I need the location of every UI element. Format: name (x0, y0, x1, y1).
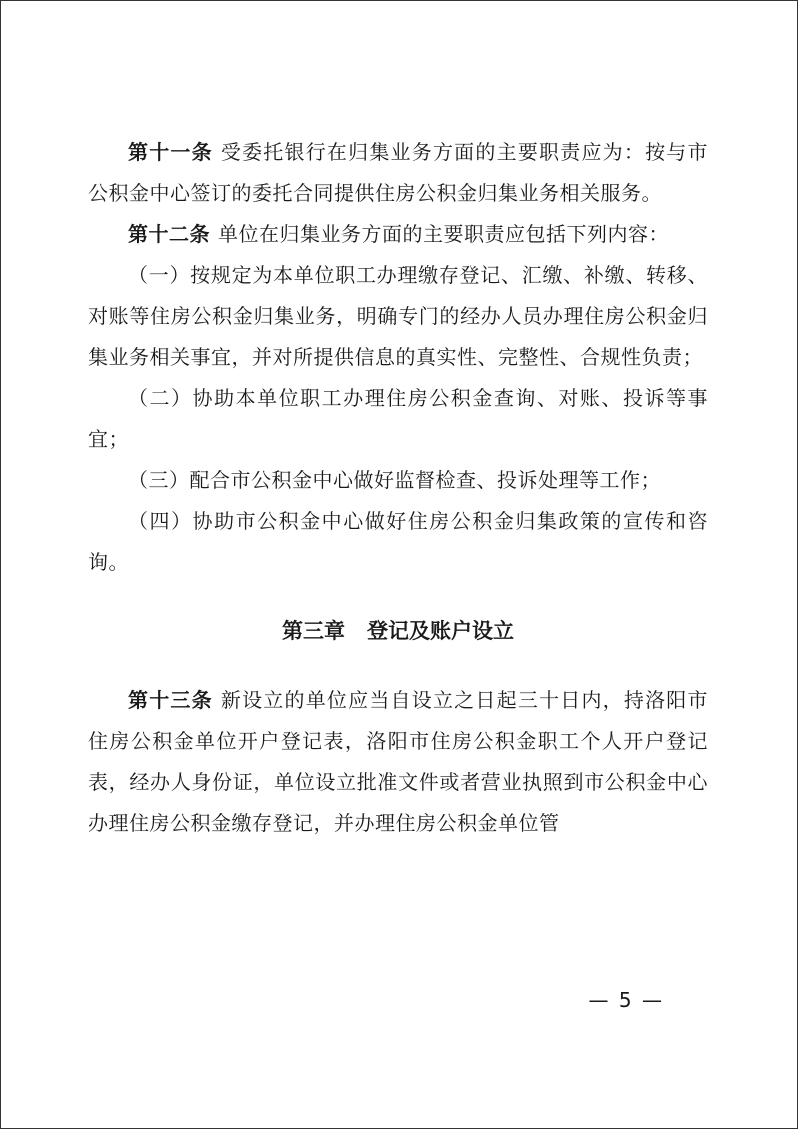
article-13 (88, 680, 708, 844)
article-label: 第十一条 (128, 140, 213, 164)
article-12-item-3: （三）配合市公积金中心做好监督检查、投诉处理等工作； (128, 468, 661, 492)
article-label: 第十三条 (128, 688, 213, 712)
article-12-item-4: （四）协助市公积金中心做好住房公积金归集政策的宣传和咨询。 (88, 509, 708, 574)
article-12-item-2: （二）协助本单位职工办理住房公积金查询、对账、投诉等事宜； (88, 386, 708, 451)
chapter-number: 第三章 (282, 619, 345, 643)
article-text: 单位在归集业务方面的主要职责应包括下列内容： (218, 222, 669, 246)
article-12 (88, 214, 708, 255)
page-number: — 5 — (588, 988, 664, 1012)
document-body (88, 132, 708, 844)
article-label: 第十二条 (128, 222, 210, 246)
article-12-item-1: （一）按规定为本单位职工办理缴存登记、汇缴、补缴、转移、对账等住房公积金归集业务，明确专门的经办人员办理住房公积金归集业务相关事宜，并对所提供信息的真实性、完整性、合规性负责； (88, 263, 708, 369)
article-text: 受委托银行在归集业务方面的主要职责应为：按与市公积金中心签订的委托合同提供住房公积金归集业务相关服务。 (88, 140, 709, 205)
chapter-title: 登记及账户设立 (367, 619, 514, 643)
article-text: 新设立的单位应当自设立之日起三十日内，持洛阳市住房公积金单位开户登记表，洛阳市住房公积金职工个人开户登记表，经办人身份证，单位设立批准文件或者营业执照到市公积金中心办理住房公积金缴存登记，并办理住房公积金单位管 (88, 688, 709, 835)
chapter-heading (88, 583, 708, 680)
article-11 (88, 132, 708, 214)
